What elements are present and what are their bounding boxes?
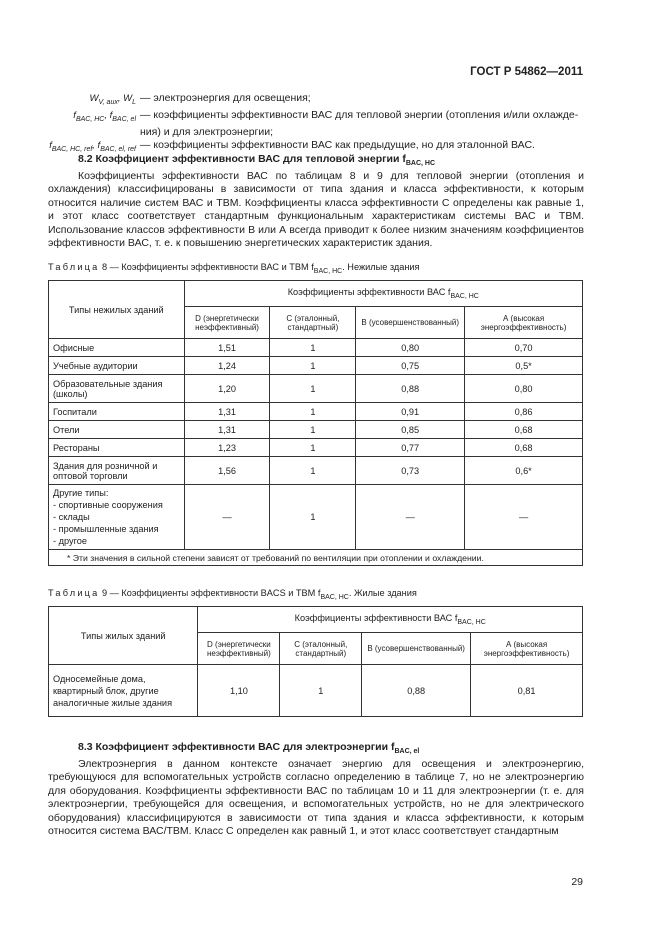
definition-row [48,109,588,126]
table-row [49,485,583,550]
table-9 [48,606,583,717]
table-cell: 0,5* [465,357,583,375]
section-heading-8-2 [78,153,435,167]
heading-subscript: BAC, el [394,748,420,756]
column-header-building-type: Типы жилых зданий [49,607,198,665]
definition-text: — электроэнергия для освещения; [140,92,311,104]
heading-text: 8.2 Коэффициент эффективности ВАС для тепловой энергии f [78,153,406,165]
table-cell: 1 [270,457,356,485]
table-row [49,375,583,403]
row-label: Офисные [49,339,185,357]
table-cell: 0,88 [356,375,465,403]
group-header-text: Коэффициенты эффективности ВАС f [287,287,451,298]
column-header-b: В (усовершенствованный) [362,633,471,665]
table-row [49,439,583,457]
table-cell: 0,77 [356,439,465,457]
caption-subscript: BAC, HC [320,593,349,601]
group-header-subscript: BAC, HC [450,292,479,300]
table-footnote: * Эти значения в сильной степени зависят от требований по вентиляции при отоплении и охлаждении. [49,550,583,566]
table-cell: 1 [280,665,362,717]
caption-text: 8 — Коэффициенты эффективности ВАС и ТВМ f [102,262,314,272]
table-cell: 0,86 [465,403,583,421]
heading-subscript: BAC, HC [405,160,436,168]
row-label: Отели [49,421,185,439]
table-9-caption [48,588,417,601]
table-row [49,665,583,717]
table-cell: 1 [270,485,356,550]
row-label: Учебные аудитории [49,357,185,375]
group-header-subscript: BAC, HC [457,618,486,626]
table-cell: 1,23 [184,439,270,457]
table-cell: 0,6* [465,457,583,485]
table-cell: 0,80 [465,375,583,403]
table-cell: 0,85 [356,421,465,439]
definition-symbol: $W_{V, aux}$, $W_L$ [89,93,136,106]
table-cell: 1 [270,375,356,403]
table-cell: 1 [270,439,356,457]
heading-text: 8.3 Коэффициент эффективности ВАС для электроэнергии f [78,741,395,753]
table-cell: 1 [270,421,356,439]
table-cell: 1,20 [184,375,270,403]
row-label: Образовательные здания (школы) [49,375,185,403]
column-header-a: А (высокая энергоэффективность) [465,307,583,339]
table-8 [48,280,583,566]
section-heading-8-3 [78,741,419,755]
table-cell: 1,31 [184,403,270,421]
table-cell: 1,24 [184,357,270,375]
column-header-c: С (эталонный, стандартный) [270,307,356,339]
definition-symbol: $f_{BAC, HC, ref}$, $f_{BAC, el, ref}$ [49,140,136,154]
table-row [49,403,583,421]
table-cell: 0,68 [465,421,583,439]
table-cell: 1,10 [198,665,280,717]
table-cell: 1 [270,339,356,357]
paragraph-text: Коэффициенты эффективности ВАС по таблицам 8 и 9 для тепловой энергии (отопления и охлаждения) классифицированы в зависимости от типа здания и класса эффективности, к которым относится наличие систем ВАС и ТВМ. Коэффициенты класса эффективности С определены как равные 1, и этот класс соответствует стандартным функциональным характеристикам системы ВАС и ТВМ. Использование классов эффективности В или А всегда приводит к более низким значениям коэффициентов эффективности ВАС, т. е. к повышению энергетических характеристик здания. [48,170,584,250]
caption-tail: . Нежилые здания [342,262,420,272]
table-cell: 0,80 [356,339,465,357]
table-cell: 0,68 [465,439,583,457]
column-header-d: D (энергетически неэффективный) [198,633,280,665]
table-row [49,421,583,439]
row-label: Односемейные дома, квартирный блок, другие аналогичные жилые здания [49,665,198,717]
table-row [49,457,583,485]
page-number: 29 [571,876,583,888]
column-header-b: В (усовершенствованный) [356,307,465,339]
table-cell: — [184,485,270,550]
table-cell: 0,75 [356,357,465,375]
column-group-header [184,281,582,307]
group-header-text: Коэффициенты эффективности ВАС f [294,613,458,624]
caption-text: 9 — Коэффициенты эффективности BACS и ТВМ f [102,588,321,598]
table-cell: 1 [270,403,356,421]
row-label: Здания для розничной и оптовой торговли [49,457,185,485]
table-cell: 0,70 [465,339,583,357]
row-label: Другие типы: - спортивные сооружения - склады - промышленные здания - другое [49,485,185,550]
standard-header: ГОСТ Р 54862—2011 [470,66,583,78]
caption-label: Таблица [48,588,100,598]
table-cell: 0,88 [362,665,471,717]
column-header-building-type: Типы нежилых зданий [49,281,185,339]
table-cell: 1,51 [184,339,270,357]
definition-text: ния) и для электроэнергии; [140,126,274,139]
definition-symbol [48,126,140,139]
caption-subscript: BAC, HC [313,267,343,275]
definition-symbol: $f_{BAC, HC}$, $f_{BAC, el}$ [73,110,136,123]
section-8-3-paragraph [48,758,584,838]
symbol-definitions [48,92,588,156]
row-label: Рестораны [49,439,185,457]
table-cell: 0,91 [356,403,465,421]
definition-row [48,126,588,139]
row-label: Госпитали [49,403,185,421]
caption-tail: . Жилые здания [348,588,417,598]
definition-text: — коэффициенты эффективности ВАС для тепловой энергии (отопления и/или охлажде- [140,109,579,122]
caption-label: Таблица [48,262,100,272]
table-cell: 1,31 [184,421,270,439]
table-row [49,357,583,375]
table-cell: — [356,485,465,550]
table-8-caption [48,262,420,275]
definition-text: — коэффициенты эффективности ВАС как предыдущие, но для эталонной ВАС. [140,139,535,152]
column-header-a: А (высокая энергоэффективность) [471,633,583,665]
table-cell: — [465,485,583,550]
table-cell: 0,73 [356,457,465,485]
column-header-d: D (энергетически неэффективный) [184,307,270,339]
definition-row [48,92,588,109]
column-header-c: С (эталонный, стандартный) [280,633,362,665]
table-cell: 0,81 [471,665,583,717]
section-8-2-paragraph [48,170,584,250]
paragraph-text: Электроэнергия в данном контексте означает энергию для освещения и электроэнергию, требующуюся для вспомогательных устройств согласно определению в таблице 7, но не электроэнергию для оборудования. Коэффициенты эффективности ВАС по таблицам 10 и 11 для электроэнергии (т. е. для электроэнергии, требующейся для освещения, и вспомогательных устройств, но не для электрического оборудования) классифицируются в зависимости от типа здания и класса эффективности, к которым относится система ВАС/ТВМ. Класс С определен как равный 1, и этот класс соответствует стандартным [48,758,584,838]
table-row [49,339,583,357]
table-cell: 1 [270,357,356,375]
column-group-header [198,607,583,633]
table-cell: 1,56 [184,457,270,485]
